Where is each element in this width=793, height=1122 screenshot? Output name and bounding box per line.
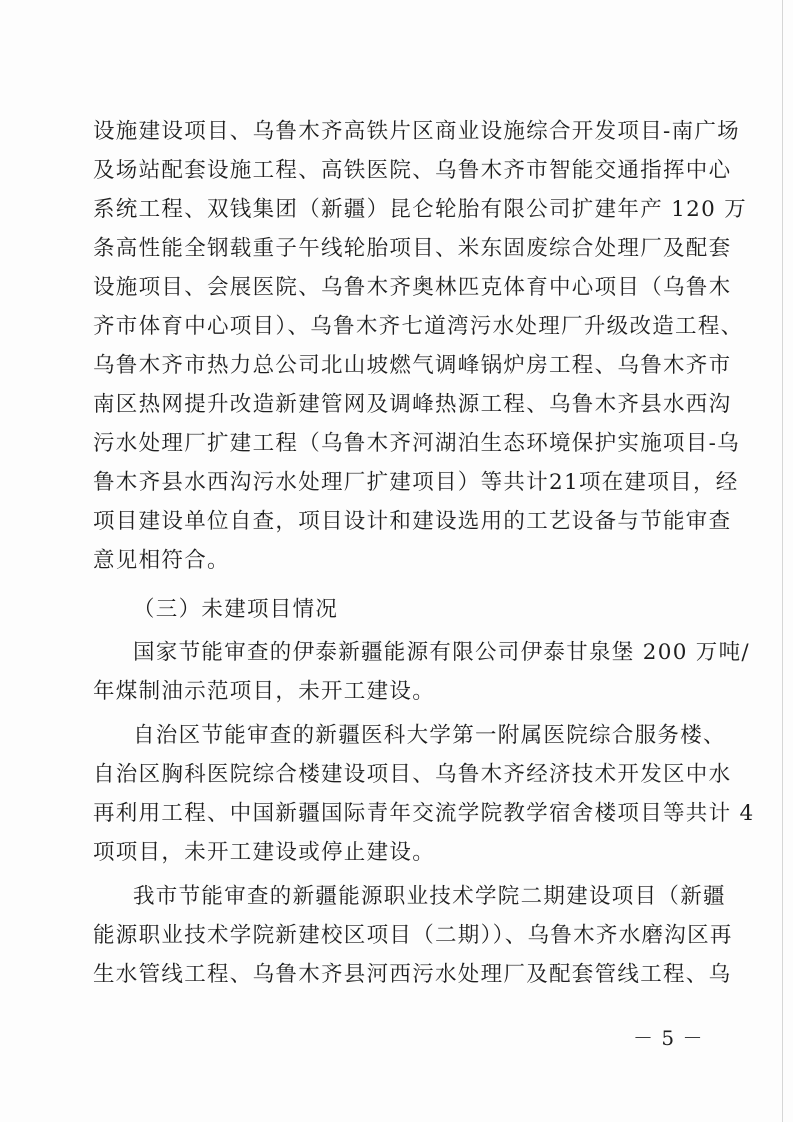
body-text-line-4: 条高性能全钢载重子午线轮胎项目、米东固废综合处理厂及配套 [93, 236, 732, 261]
body-text-line-2: 及场站配套设施工程、高铁医院、乌鲁木齐市智能交通指挥中心 [93, 158, 732, 183]
body-text-line-22: 生水管线工程、乌鲁木齐县河西污水处理厂及配套管线工程、乌 [93, 962, 732, 987]
body-text-line-11: 项目建设单位自查，项目设计和建设选用的工艺设备与节能审查 [93, 509, 732, 534]
body-text-line-20: 我市节能审查的新疆能源职业技术学院二期建设项目（新疆 [133, 884, 726, 909]
body-text-line-1: 设施建设项目、乌鲁木齐高铁片区商业设施综合开发项目-南广场 [93, 119, 740, 144]
section-heading: （三）未建项目情况 [133, 597, 339, 622]
body-text-line-9: 污水处理厂扩建工程（乌鲁木齐河湖泊生态环境保护实施项目-乌 [93, 431, 740, 456]
body-text-line-21: 能源职业技术学院新建校区项目（二期））、乌鲁木齐水磨沟区再 [93, 923, 733, 948]
body-text-line-15: 年煤制油示范项目，未开工建设。 [93, 679, 436, 704]
body-text-line-7: 乌鲁木齐市热力总公司北山坡燃气调峰锅炉房工程、乌鲁木齐市 [93, 353, 732, 378]
body-text-line-14: 国家节能审查的伊泰新疆能源有限公司伊泰甘泉堡 200 万吨/ [133, 640, 750, 665]
body-text-line-16: 自治区节能审查的新疆医科大学第一附属医院综合服务楼、 [133, 723, 726, 748]
page-number: － 5 － [633, 1026, 704, 1050]
page-edge-divider [782, 0, 783, 1122]
body-text-line-10: 鲁木齐县水西沟污水处理厂扩建项目）等共计21项在建项目，经 [93, 470, 739, 495]
body-text-line-8: 南区热网提升改造新建管网及调峰热源工程、乌鲁木齐县水西沟 [93, 392, 732, 417]
body-text-line-12: 意见相符合。 [93, 548, 230, 573]
body-text-line-19: 项项目，未开工建设或停止建设。 [93, 840, 436, 865]
body-text-line-17: 自治区胸科医院综合楼建设项目、乌鲁木齐经济技术开发区中水 [93, 762, 732, 787]
body-text-line-18: 再利用工程、中国新疆国际青年交流学院教学宿舍楼项目等共计 4 [93, 801, 755, 826]
body-text-line-5: 设施项目、会展医院、乌鲁木齐奥林匹克体育中心项目（乌鲁木 [93, 275, 732, 300]
body-text-line-6: 齐市体育中心项目）、乌鲁木齐七道湾污水处理厂升级改造工程、 [93, 314, 744, 339]
body-text-line-3: 系统工程、双钱集团（新疆）昆仑轮胎有限公司扩建年产 120 万 [93, 197, 748, 222]
